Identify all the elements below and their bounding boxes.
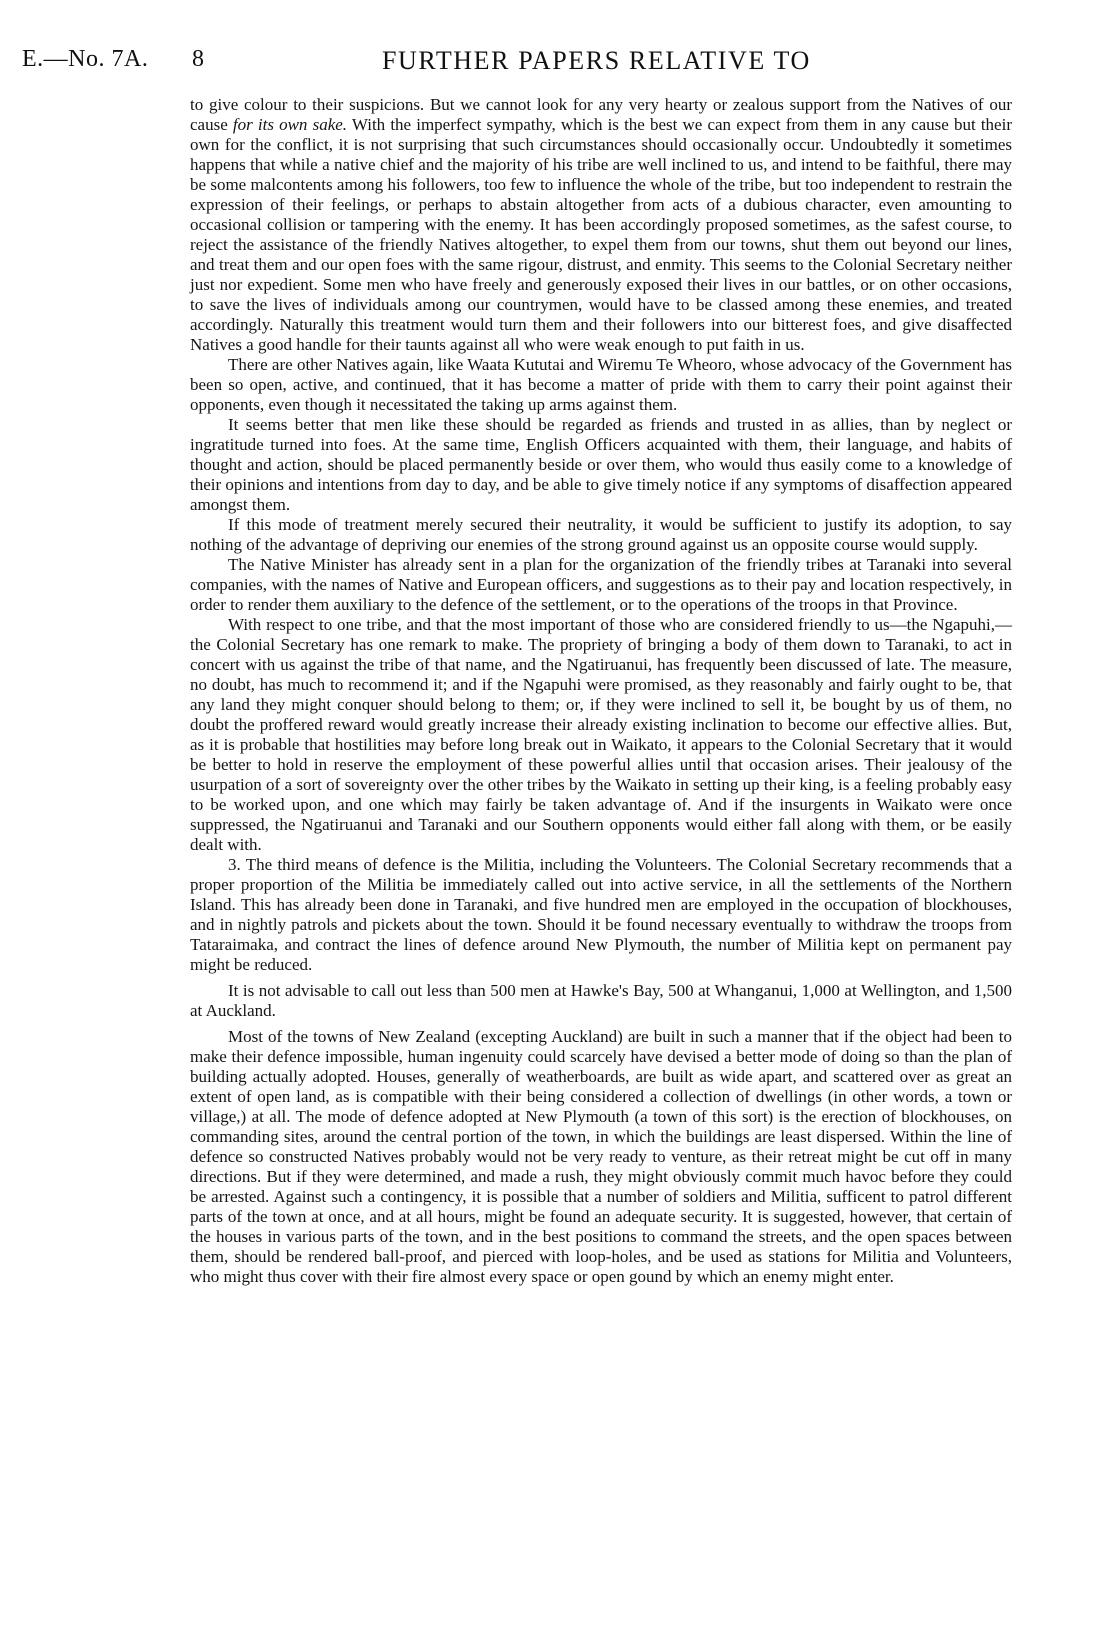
document-reference: E.—No. 7A. xyxy=(22,46,149,72)
paragraph: It is not advisable to call out less than 500 men at Hawke's Bay, 500 at Whanganui, 1,000 at Wellington, and 1,500 at Auckland. xyxy=(190,981,1012,1020)
paragraph: The Native Minister has already sent in a plan for the organization of the friendly tribes at Taranaki into several companies, with the names of Native and European officers, and suggestions as to their pay and location respectively, in order to render them auxiliary to the defence of the settlement, or to the operations of the troops in that Province. xyxy=(190,555,1012,614)
paragraph-text: With the imperfect sympathy, which is the best we can expect from them in any cause but their own for the conflict, it is not surprising that such circumstances should occasionally occur. Undoubtedly it sometimes happens that while a native chief and the majority of his tribe are well inclined to us, and intend to be faithful, there may be some malcontents among his followers, too few to influence the whole of the tribe, but too independent to restrain the expression of their feelings, or perhaps to abstain altogether from acts of a dubious character, even amounting to occasional collision or tampering with the enemy. It has been accordingly proposed sometimes, as the safest course, to reject the assistance of the friendly Natives altogether, to expel them from our towns, shut them out beyond our lines, and treat them and our open foes with the same rigour, distrust, and enmity. This seems to the Colonial Secretary neither just nor expedient. Some men who have freely and generously exposed their lives in our battles, or on other occasions, to save the lives of individuals among our countrymen, would have to be classed among these enemies, and treated accordingly. Naturally this treatment would turn them and their followers into our bitterest foes, and give disaffected Natives a good handle for their taunts against all who were weak enough to put faith in us. xyxy=(190,115,1012,354)
paragraph: It seems better that men like these should be regarded as friends and trusted in as allies, than by neglect or ingratitude turned into foes. At the same time, English Officers acquainted with them, their language, and habits of thought and action, should be placed permanently beside or over them, who would thus easily come to a knowledge of their opinions and intentions from day to day, and be able to give timely notice if any symptoms of disaffection appeared amongst them. xyxy=(190,415,1012,514)
page-number: 8 xyxy=(192,46,204,72)
paragraph: There are other Natives again, like Waata Kututai and Wiremu Te Wheoro, whose advocacy of the Government has been so open, active, and continued, that it has become a matter of pride with them to carry their point against their opponents, even though it necessitated the taking up arms against them. xyxy=(190,355,1012,414)
body-text xyxy=(190,95,1012,1287)
italic-phrase: for its own sake. xyxy=(232,115,348,134)
paragraph: Most of the towns of New Zealand (excepting Auckland) are built in such a manner that if the object had been to make their defence impossible, human ingenuity could scarcely have devised a better mode of doing so than the plan of building actually adopted. Houses, generally of weatherboards, are built as wide apart, and scattered over as great an extent of open land, as is compatible with their being considered a collection of dwellings (in other words, a town or village,) at all. The mode of defence adopted at New Plymouth (a town of this sort) is the erection of blockhouses, on commanding sites, around the central portion of the town, in which the buildings are least dispersed. Within the line of defence so constructed Natives probably would not be very ready to venture, as their retreat might be cut off in many directions. But if they were determined, and made a rush, they might obviously commit much havoc before they could be arrested. Against such a contingency, it is possible that a number of soldiers and Militia, sufficent to patrol different parts of the town at once, and at all hours, might be found an adequate security. It is suggested, however, that certain of the houses in various parts of the town, and in the best positions to command the streets, and the open spaces between them, should be rendered ball-proof, and pierced with loop-holes, and be used as stations for Militia and Volunteers, who might thus cover with their fire almost every space or open gound by which an enemy might enter. xyxy=(190,1027,1012,1286)
paragraph-text: to give colour to their suspicions. But we cannot look for any very hearty or zealous support from the Natives of our cause xyxy=(190,95,1012,134)
running-title: FURTHER PAPERS RELATIVE TO xyxy=(382,46,811,75)
paragraph-militia: 3. The third means of defence is the Militia, including the Volunteers. The Colonial Secretary recommends that a proper proportion of the Militia be immediately called out into active service, in all the settlements of the Northern Island. This has already been done in Taranaki, and five hundred men are employed in the occupation of blockhouses, and in nightly patrols and pickets about the town. Should it be found necessary eventually to withdraw the troops from Tataraimaka, and contract the lines of defence around New Plymouth, the number of Militia kept on permanent pay might be reduced. xyxy=(190,855,1012,974)
paragraph: If this mode of treatment merely secured their neutrality, it would be sufficient to justify its adoption, to say nothing of the advantage of depriving our enemies of the strong ground against us an opposite course would supply. xyxy=(190,515,1012,554)
paragraph: With respect to one tribe, and that the most important of those who are considered friendly to us—the Ngapuhi,—the Colonial Secretary has one remark to make. The propriety of bringing a body of them down to Taranaki, to act in concert with us against the tribe of that name, and the Ngatiruanui, has frequently been discussed of late. The measure, no doubt, has much to recommend it; and if the Ngapuhi were promised, as they reasonably and fairly ought to be, that any land they might conquer should belong to them; or, if they were inclined to sell it, be bought by us of them, no doubt the proffered reward would greatly increase their already existing inclination to become our effective allies. But, as it is probable that hostilities may before long break out in Waikato, it appears to the Colonial Secretary that it would be better to hold in reserve the employment of these powerful allies until that occasion arises. Their jealousy of the usurpation of a sort of sovereignty over the other tribes by the Waikato in setting up their king, is a feeling probably easy to be worked upon, and one which may fairly be taken advantage of. And if the insurgents in Waikato were once suppressed, the Ngatiruanui and Taranaki and our Southern opponents would either fall along with them, or be easily dealt with. xyxy=(190,615,1012,854)
page-header xyxy=(22,46,1102,80)
paragraph-continued xyxy=(190,95,1012,355)
